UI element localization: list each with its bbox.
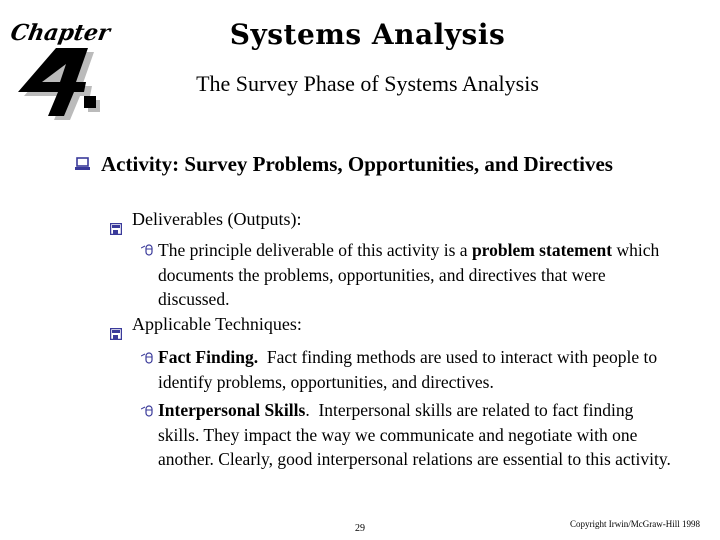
mouse-bullet-icon (141, 243, 155, 257)
svg-text:Chapter: Chapter (8, 20, 112, 46)
techniques-label: Applicable Techniques: (132, 314, 302, 334)
deliverable-text: The principle deliverable of this activity is a (158, 240, 472, 260)
slide-title: Systems Analysis (229, 18, 506, 51)
page-number: 29 (355, 523, 365, 534)
deliverables-label: Deliverables (Outputs): (132, 209, 302, 229)
technique-name: Interpersonal Skills (158, 400, 306, 420)
technique-item (158, 345, 678, 394)
technique-text: . Interpersonal skills are related to fact finding skills. They impact the way we communicate and negotiate with one another. Clearly, good interpersonal relations are essential to this activity. (158, 400, 671, 469)
slide-subtitle: The Survey Phase of Systems Analysis (196, 71, 539, 96)
mouse-bullet-icon (141, 404, 155, 418)
floppy-disk-bullet-icon (110, 328, 122, 340)
deliverable-text-end: which documents the problems, opportunities, and directives that were discussed. (158, 240, 660, 309)
technique-item (158, 398, 678, 472)
copyright: Copyright Irwin/McGraw-Hill 1998 (570, 519, 700, 529)
technique-text: Fact finding methods are used to interact with people to identify problems, opportunities, and directives. (158, 347, 662, 392)
activity-heading: Activity: Survey Problems, Opportunities, and Directives (101, 152, 613, 176)
laptop-bullet-icon (75, 157, 91, 171)
technique-name: Fact Finding. (158, 347, 259, 367)
deliverable-bold: problem statement (471, 240, 613, 260)
floppy-disk-bullet-icon (110, 223, 122, 235)
deliverable-item (158, 238, 678, 312)
mouse-bullet-icon (141, 351, 155, 365)
